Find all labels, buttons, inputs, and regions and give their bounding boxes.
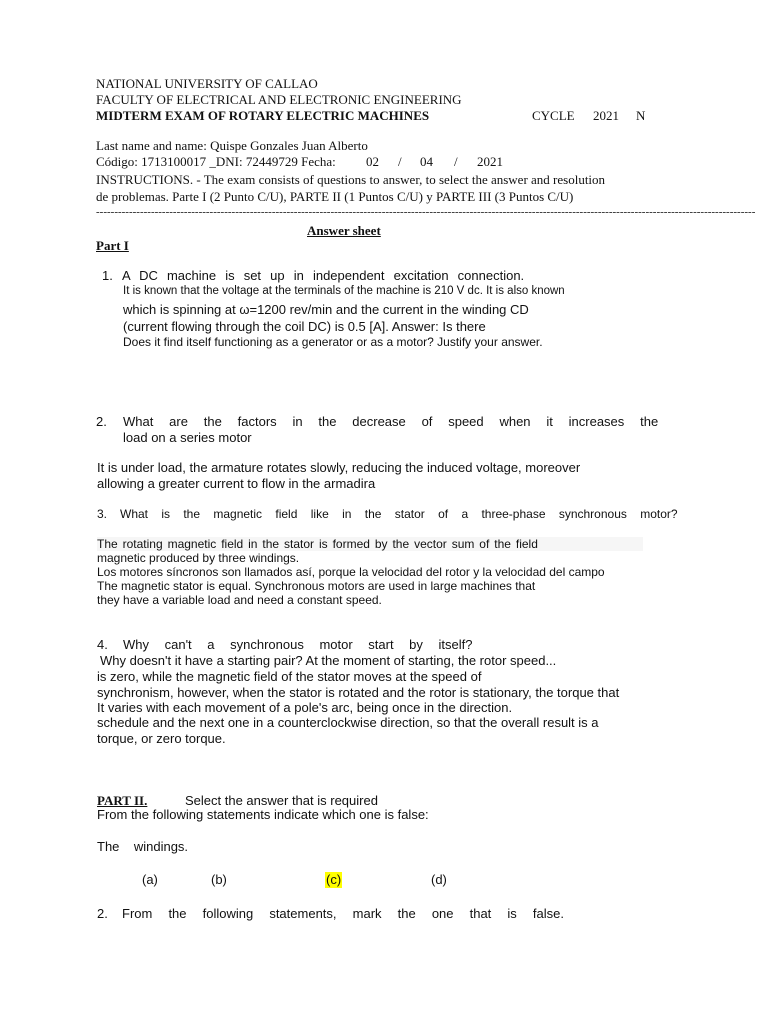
date-separator: / — [454, 154, 458, 169]
answer-sheet-title: Answer sheet — [307, 223, 381, 238]
option-a[interactable]: (a) — [142, 872, 158, 887]
cycle-letter: N — [636, 108, 646, 123]
answer-4-line: schedule and the next one in a counterclockwise direction, so that the overall result is a — [97, 715, 599, 730]
answer-3-line — [97, 537, 643, 551]
question-number: 3. — [97, 507, 108, 521]
question-number: 4. — [97, 637, 108, 652]
university-name: NATIONAL UNIVERSITY OF CALLAO — [96, 76, 318, 91]
part-one-title: Part I — [96, 238, 129, 253]
question-1-line: Does it find itself functioning as a generator or as a motor? Justify your answer. — [123, 335, 543, 349]
answer-2-line: allowing a greater current to flow in the armadira — [97, 476, 376, 491]
part-two-question-1: The windings. — [97, 839, 189, 854]
answer-3-text: The rotating magnetic field in the stator is formed by the vector sum of the field — [97, 537, 538, 551]
question-1-line — [122, 268, 555, 284]
student-name-line: Last name and name: Quispe Gonzales Juan Alberto — [96, 138, 368, 153]
part-two-title: PART II. — [97, 793, 148, 808]
question-number: 1. — [102, 268, 113, 283]
question-1-line: (current flowing through the coil DC) is 0.5 [A]. Answer: Is there — [123, 319, 486, 334]
answer-4-line: is zero, while the magnetic field of the stator moves at the speed of — [97, 669, 482, 684]
date-day: 02 — [366, 154, 379, 169]
divider-line: ------------------------------------------------------------------------------------------------------------------------------------------------------------------------------------ — [96, 206, 756, 218]
date-separator: / — [398, 154, 402, 169]
question-1-text: A DC machine is set up in independent excitation connection. — [122, 268, 525, 283]
option-b[interactable]: (b) — [211, 872, 227, 887]
part-two-instruction: From the following statements indicate which one is false: — [97, 807, 429, 822]
option-d[interactable]: (d) — [431, 872, 447, 887]
cycle-year: 2021 — [593, 108, 619, 123]
question-2-line: What are the factors in the decrease of speed when it increases the — [123, 414, 659, 429]
answer-4-line: It varies with each movement of a pole's arc, being once in the direction. — [97, 700, 513, 715]
part-two-question-2: From the following statements, mark the one that is false. — [122, 906, 564, 921]
cycle-label: CYCLE — [532, 108, 575, 123]
question-1-line: It is known that the voltage at the terminals of the machine is 210 V dc. It is also known — [123, 285, 565, 297]
instructions-line: de problemas. Parte I (2 Punto C/U), PARTE II (1 Puntos C/U) y PARTE III (3 Puntos C/U) — [96, 189, 574, 204]
answer-3-line: magnetic produced by three windings. — [97, 551, 300, 565]
question-number: 2. — [97, 906, 108, 921]
answer-2-line: It is under load, the armature rotates slowly, reducing the induced voltage, moreover — [97, 460, 581, 475]
date-year: 2021 — [477, 154, 503, 169]
answer-4-line: synchronism, however, when the stator is rotated and the rotor is stationary, the torque that — [97, 685, 620, 700]
answer-4-line: torque, or zero torque. — [97, 731, 226, 746]
question-number: 2. — [96, 414, 107, 429]
answer-3-line: The magnetic stator is equal. Synchronous motors are used in large machines that — [97, 579, 536, 593]
student-code-line: Código: 1713100017 _DNI: 72449729 Fecha: — [96, 154, 336, 169]
instructions-line: INSTRUCTIONS. - The exam consists of questions to answer, to select the answer and resolution — [96, 172, 606, 187]
question-1-line: which is spinning at ω=1200 rev/min and the current in the winding CD — [123, 302, 529, 317]
date-month: 04 — [420, 154, 433, 169]
question-3-line: What is the magnetic field like in the stator of a three-phase synchronous motor? — [120, 507, 678, 521]
answer-3-line: they have a variable load and need a constant speed. — [97, 593, 382, 607]
faculty-name: FACULTY OF ELECTRICAL AND ELECTRONIC ENGINEERING — [96, 92, 462, 107]
exam-title: MIDTERM EXAM OF ROTARY ELECTRIC MACHINES — [96, 108, 430, 123]
answer-3-line: Los motores síncronos son llamados así, porque la velocidad del rotor y la velocidad del campo — [97, 565, 605, 579]
question-2-line: load on a series motor — [123, 430, 252, 445]
option-c-selected[interactable]: (c) — [326, 872, 342, 887]
part-two-subtitle: Select the answer that is required — [185, 793, 378, 808]
question-4-line: Why can't a synchronous motor start by itself? — [123, 637, 473, 652]
answer-4-line: Why doesn't it have a starting pair? At the moment of starting, the rotor speed... — [100, 653, 557, 668]
